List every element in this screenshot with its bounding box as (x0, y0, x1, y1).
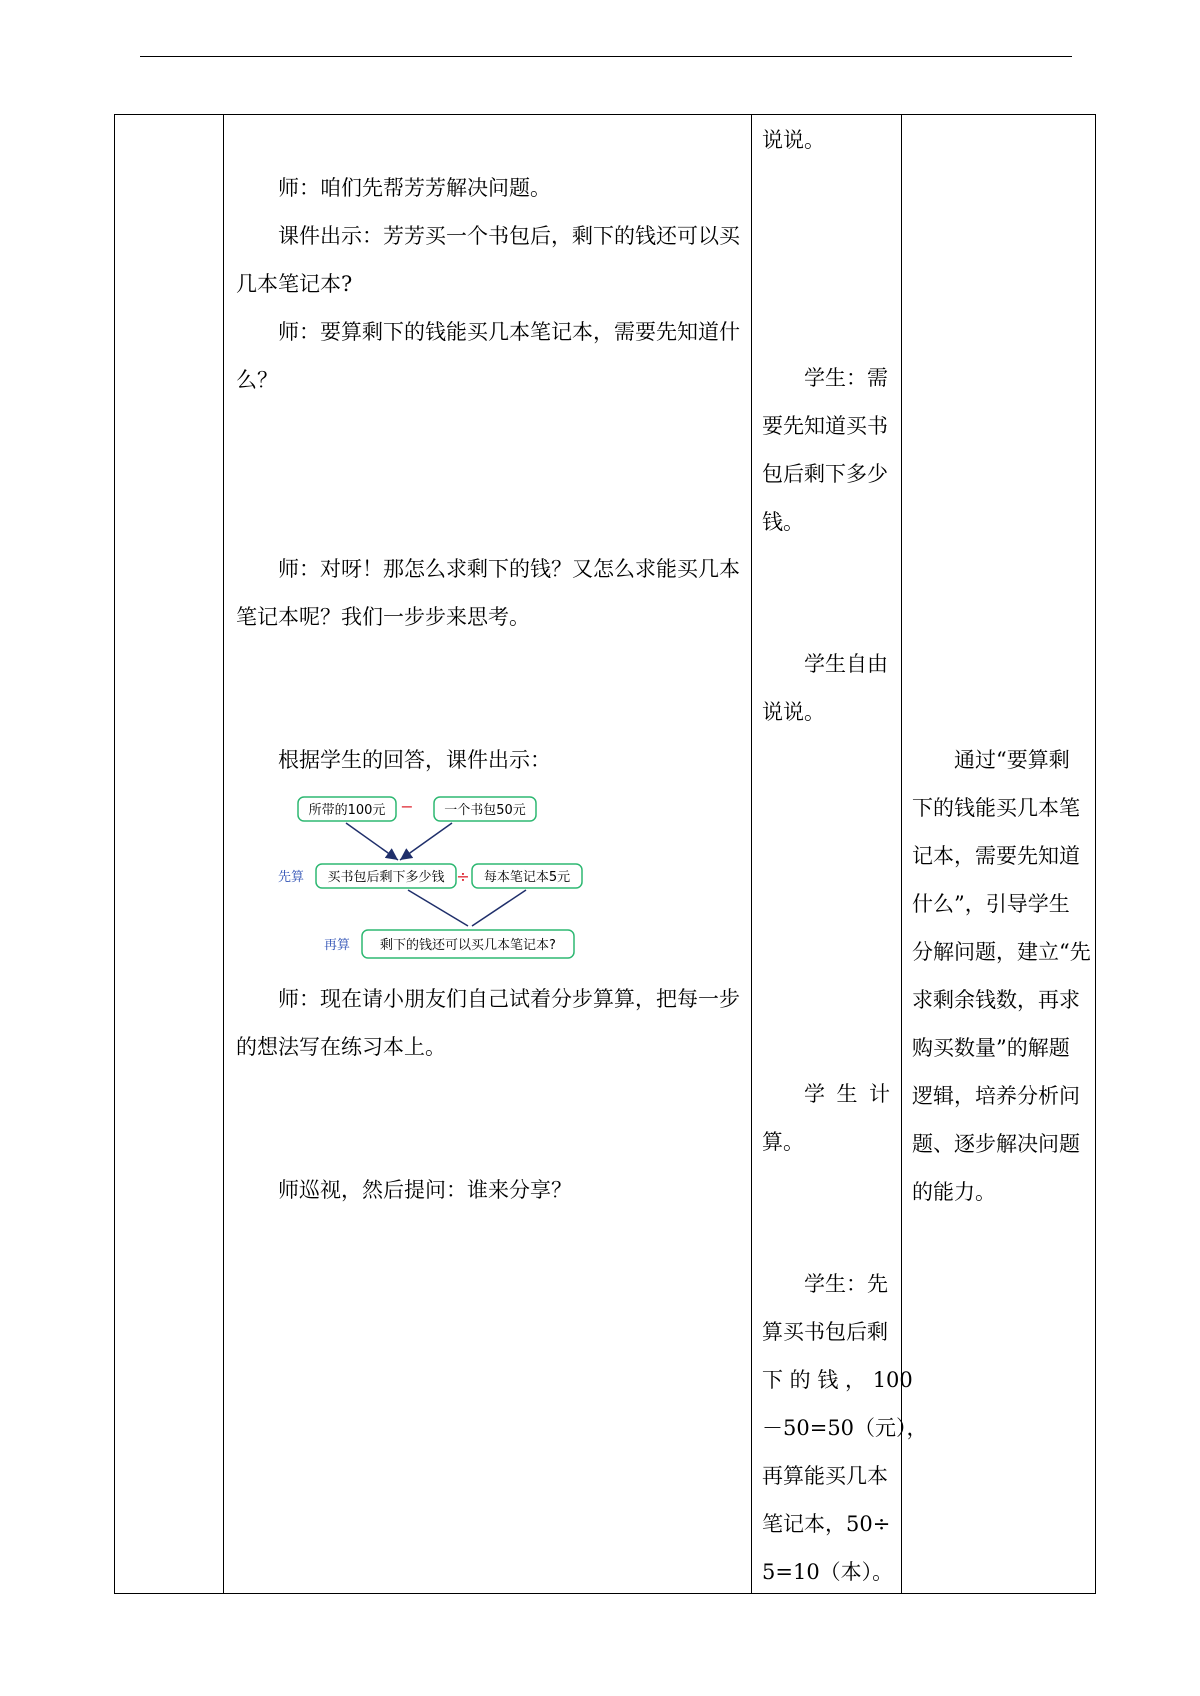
student-e-line-5: 再算能买几本 (762, 1464, 888, 1488)
intent-line-10: 的能力。 (912, 1180, 996, 1204)
box-notebook-count-question (362, 930, 574, 958)
student-e-line-7: 5=10（本）。 (762, 1560, 894, 1584)
student-b-line-2: 要先知道买书 (762, 414, 888, 438)
teacher-line-1: 师：咱们先帮芳芳解决问题。 (278, 176, 551, 200)
problem-solving-diagram (160, 670, 600, 930)
step-label-first: 先算 (278, 870, 305, 885)
arrow-left-to-step1 (346, 823, 398, 860)
student-e-line-3: 下 的 钱 ， 100 (762, 1368, 913, 1392)
student-c-line-1: 学生自由 (804, 652, 888, 676)
step-label-then: 再算 (324, 938, 351, 953)
student-e-line-2: 算买书包后剩 (762, 1320, 888, 1344)
arrow-left-to-step2 (408, 890, 468, 926)
student-e-line-1: 学生：先 (804, 1272, 888, 1296)
student-e-line-4: －50=50（元）， (762, 1416, 928, 1440)
svg-text:一个书包50元: 一个书包50元 (444, 803, 526, 818)
column-divider-2 (751, 115, 752, 1593)
svg-text:所带的100元: 所带的100元 (308, 803, 386, 818)
divide-operator: ÷ (456, 867, 470, 886)
student-e-line-6: 笔记本，50÷ (762, 1512, 891, 1536)
box-schoolbag-price (434, 797, 536, 821)
arrow-right-to-step1 (400, 823, 452, 860)
courseware-intro: 根据学生的回答，课件出示： (278, 748, 551, 772)
courseware-line-1: 课件出示：芳芳买一个书包后，剩下的钱还可以买 (278, 224, 740, 248)
intent-line-4: 什么”，引导学生 (912, 892, 1070, 916)
intent-line-7: 购买数量”的解题 (912, 1036, 1070, 1060)
box-remaining-money (316, 864, 456, 888)
student-c-line-2: 说说。 (762, 700, 825, 724)
student-b-line-1: 学生：需 (804, 366, 888, 390)
student-a-line-1: 说说。 (762, 128, 825, 152)
teacher-share-line: 师巡视，然后提问：谁来分享？ (278, 1178, 572, 1202)
header-rule (140, 56, 1072, 57)
teacher-question-line-1: 师：要算剩下的钱能买几本笔记本，需要先知道什 (278, 320, 740, 344)
intent-line-6: 求剩余钱数，再求 (912, 988, 1080, 1012)
student-d-line-1: 学 生 计 (804, 1082, 890, 1106)
student-d-line-2: 算。 (762, 1130, 804, 1154)
student-b-line-3: 包后剩下多少 (762, 462, 888, 486)
student-b-line-4: 钱。 (762, 510, 804, 534)
svg-text:买书包后剩下多少钱: 买书包后剩下多少钱 (327, 870, 445, 885)
intent-line-2: 下的钱能买几本笔 (912, 796, 1080, 820)
box-money-brought (298, 797, 396, 821)
box-notebook-price (472, 864, 582, 888)
intent-line-3: 记本，需要先知道 (912, 844, 1080, 868)
svg-text:每本笔记本5元: 每本笔记本5元 (483, 870, 571, 885)
teacher-task-line-2: 的想法写在练习本上。 (236, 1035, 446, 1059)
teacher-guide-line-2: 笔记本呢？我们一步步来思考。 (236, 605, 530, 629)
intent-line-8: 逻辑，培养分析问 (912, 1084, 1080, 1108)
teacher-question-line-2: 么？ (236, 368, 278, 392)
arrow-right-to-step2 (472, 890, 526, 926)
intent-line-1: 通过“要算剩 (954, 748, 1070, 772)
courseware-line-2: 几本笔记本? (236, 272, 353, 296)
diagram-bottom-row (160, 926, 600, 970)
minus-operator: − (400, 797, 414, 816)
teacher-task-line-1: 师：现在请小朋友们自己试着分步算算，把每一步 (278, 987, 740, 1011)
intent-line-9: 题、逐步解决问题 (912, 1132, 1080, 1156)
svg-text:剩下的钱还可以买几本笔记本?: 剩下的钱还可以买几本笔记本? (380, 938, 556, 953)
intent-line-5: 分解问题，建立“先 (912, 940, 1091, 964)
teacher-guide-line-1: 师：对呀！那怎么求剩下的钱？又怎么求能买几本 (278, 557, 740, 581)
